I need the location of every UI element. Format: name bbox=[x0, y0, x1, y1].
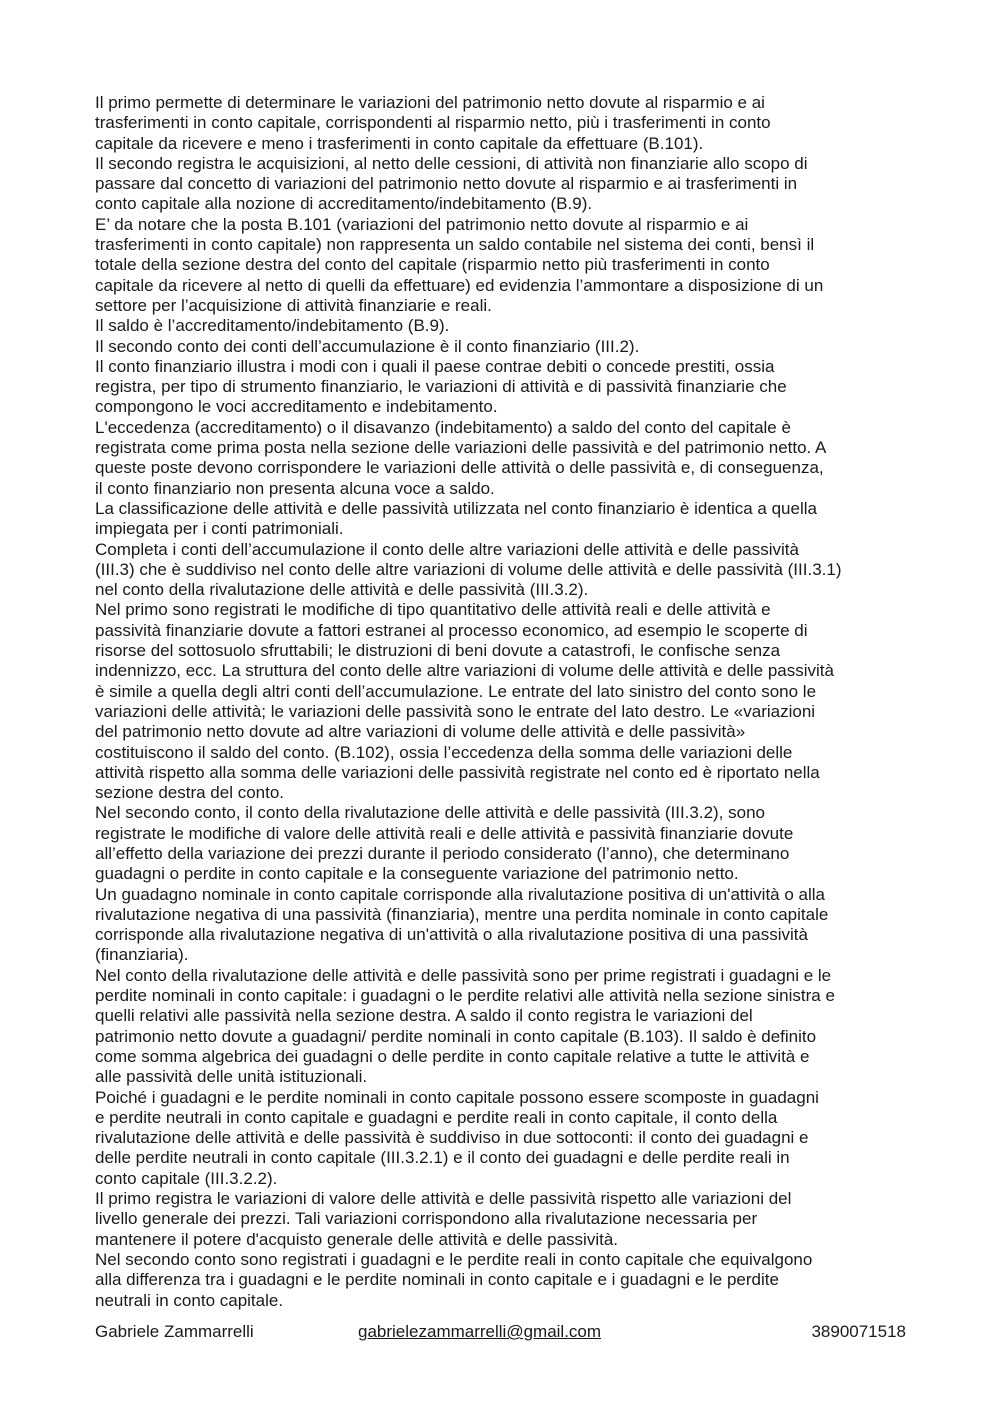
paragraph: Nel secondo conto sono registrati i guadagni e le perdite reali in conto capitale che equivalgono alla differenza tra i guadagni e le perdite nominali in conto capitale e i guadagni e le perdite neutrali in conto capitale. bbox=[95, 1249, 813, 1310]
paragraph: Il secondo conto dei conti dell’accumulazione è il conto finanziario (III.2). bbox=[95, 336, 640, 356]
paragraph: Poiché i guadagni e le perdite nominali in conto capitale possono essere scomposte in guadagni e perdite neutrali in conto capitale e guadagni e perdite reali in conto capitale, il conto della rivalutazione delle attività e delle passività è suddiviso in due sottoconti: il conto dei guadagni e delle perdite neutrali in conto capitale (III.3.2.1) e il conto dei guadagni e delle perdite reali in conto capitale (III.3.2.2). bbox=[95, 1087, 819, 1188]
paragraph: Nel secondo conto, il conto della rivalutazione delle attività e delle passività (III.3.2), sono registrate le modifiche di valore delle attività reali e delle attività e passività finanziarie dovute all’effetto della variazione dei prezzi durante il periodo considerato (l’anno), che determinano guadagni o perdite in conto capitale e la conseguente variazione del patrimonio netto. bbox=[95, 803, 794, 884]
paragraph: Completa i conti dell’accumulazione il conto delle altre variazioni delle attività e delle passività (III.3) che è suddiviso nel conto delle altre variazioni di volume delle attività e delle passività (III.3.1) nel conto della rivalutazione delle attività e delle passività (III.3.2). bbox=[95, 539, 842, 600]
paragraph: L'eccedenza (accreditamento) o il disavanzo (indebitamento) a saldo del conto del capitale è registrata come prima posta nella sezione delle variazioni delle passività e del patrimonio netto. A queste poste devono corrispondere le variazioni delle attività o delle passività e, di conseguenza, il conto finanziario non presenta alcuna voce a saldo. bbox=[95, 417, 827, 498]
page-footer bbox=[95, 1322, 906, 1346]
paragraph: Un guadagno nominale in conto capitale corrisponde alla rivalutazione positiva di un'attività o alla rivalutazione negativa di una passività (finanziaria), mentre una perdita nominale in conto capitale corrisponde alla rivalutazione negativa di un'attività o alla rivalutazione positiva di una passività (finanziaria). bbox=[95, 884, 829, 965]
footer-email-link[interactable]: gabrielezammarrelli@gmail.com bbox=[358, 1322, 602, 1341]
paragraph: Il conto finanziario illustra i modi con i quali il paese contrae debiti o concede prestiti, ossia registra, per tipo di strumento finanziario, le variazioni di attività e di passività finanziarie che compongono le voci accreditamento e indebitamento. bbox=[95, 356, 787, 417]
paragraph: Il secondo registra le acquisizioni, al netto delle cessioni, di attività non finanziarie allo scopo di passare dal concetto di variazioni del patrimonio netto dovute al risparmio e ai trasferimenti in conto capitale alla nozione di accreditamento/indebitamento (B.9). bbox=[95, 153, 808, 214]
paragraph: Il primo registra le variazioni di valore delle attività e delle passività rispetto alle variazioni del livello generale dei prezzi. Tali variazioni corrispondono alla rivalutazione necessaria per mantenere il potere d'acquisto generale delle attività e delle passività. bbox=[95, 1189, 792, 1249]
paragraph: La classificazione delle attività e delle passività utilizzata nel conto finanziario è identica a quella impiegata per i conti patrimoniali. bbox=[95, 498, 817, 539]
paragraph: Il primo permette di determinare le variazioni del patrimonio netto dovute al risparmio e ai trasferimenti in conto capitale, corrispondenti al risparmio netto, più i trasferimenti in conto capitale da ricevere e meno i trasferimenti in conto capitale da effettuare (B.101). bbox=[95, 93, 771, 153]
paragraph: Nel primo sono registrati le modifiche di tipo quantitativo delle attività reali e delle attività e passività finanziarie dovute a fattori estranei al processo economico, ad esempio le scoperte di risorse del sottosuolo sfruttabili; le distruzioni di beni dovute a catastrofi, le confische senza indennizzo, ecc. La struttura del conto delle altre variazioni di volume delle attività e delle passività è simile a quella degli altri conti dell’accumulazione. Le entrate del lato sinistro del conto sono le variazioni delle attività; le variazioni delle passività sono le entrate del lato destro. Le «variazioni del patrimonio netto dovute ad altre variazioni di volume delle attività e delle passività» costituiscono il saldo del conto. (B.102), ossia l’eccedenza della somma delle variazioni delle attività rispetto alla somma delle variazioni delle passività registrate nel conto ed è riportato nella sezione destra del conto. bbox=[95, 600, 834, 803]
paragraph: Il saldo è l’accreditamento/indebitamento (B.9). bbox=[95, 316, 450, 336]
document-body bbox=[95, 93, 915, 1311]
footer-phone: 3890071518 bbox=[811, 1322, 906, 1341]
footer-author: Gabriele Zammarrelli bbox=[95, 1322, 254, 1341]
paragraph: Nel conto della rivalutazione delle attività e delle passività sono per prime registrati i guadagni e le perdite nominali in conto capitale: i guadagni o le perdite relativi alle attività nella sezione sinistra e quelli relativi alle passività nella sezione destra. A saldo il conto registra le variazioni del patrimonio netto dovute a guadagni/ perdite nominali in conto capitale (B.103). Il saldo è definito come somma algebrica dei guadagni o delle perdite in conto capitale relative a tutte le attività e alle passività delle unità istituzionali. bbox=[95, 965, 835, 1087]
paragraph: E’ da notare che la posta B.101 (variazioni del patrimonio netto dovute al risparmio e ai trasferimenti in conto capitale) non rappresenta un saldo contabile nel sistema dei conti, bensì il totale della sezione destra del conto del capitale (risparmio netto più trasferimenti in conto capitale da ricevere al netto di quelli da effettuare) ed evidenzia l’ammontare a disposizione di un settore per l’acquisizione di attività finanziarie e reali. bbox=[95, 214, 824, 315]
